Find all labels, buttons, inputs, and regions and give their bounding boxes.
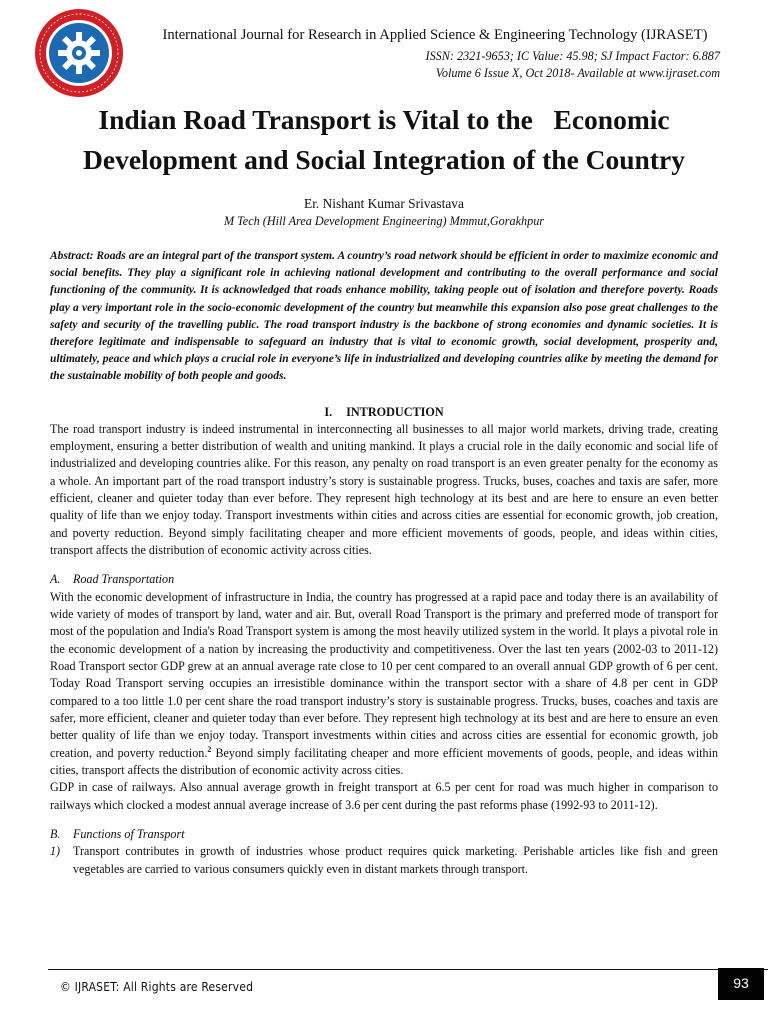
copyright-notice: © IJRASET: All Rights are Reserved [60, 980, 254, 994]
list-item [50, 843, 718, 878]
subsection-heading-a [50, 571, 718, 588]
title-line-1: Indian Road Transport is Vital to the Economic [98, 104, 670, 135]
subsection-letter: A. [50, 572, 61, 587]
section-heading [50, 404, 718, 421]
subsection-heading-b [50, 826, 718, 843]
paragraph-text-continued: Beyond simply facilitating cheaper and more efficient movements of goods, people, and ideas within cities, transport affects the distribution of economic activity across cities. [50, 745, 718, 778]
author-name: Er. Nishant Kumar Srivastava [304, 196, 464, 211]
list-item-text: Transport contributes in growth of industries whose product requires quick marketing. Perishable articles like fish and green vegetables are carried to various consumers quickly even in distant markets through transport. [73, 844, 718, 876]
section-title: INTRODUCTION [346, 404, 444, 419]
volume-line: Volume 6 Issue X, Oct 2018- Available at www.ijraset.com [435, 66, 720, 80]
subsection-title: Functions of Transport [73, 827, 185, 842]
citation-superscript: 2 [207, 744, 212, 754]
list-marker: 1) [50, 844, 61, 859]
paper-body [50, 248, 718, 878]
journal-meta [426, 48, 720, 82]
subsection-letter: B. [50, 827, 61, 842]
page-number: 93 [718, 968, 764, 1000]
subsection-title: Road Transportation [73, 572, 175, 587]
paragraph-text: With the economic development of infrastructure in India, the country has progressed at a rapid pace and today there is an availability of wide variety of modes of transport by land, water and air. But, overall Road Transport is the primary and preferred mode of transport for most of the population and India's Road Transport system is among the most heavily utilized system in the world. It plays a pivotal role in the economic development of a nation by increasing the productivity and competitiveness. Over the last ten years (2002-03 to 2011-12) Road Transport sector GDP grew at an annual average rate close to 10 per cent compared to an overall annual GDP growth of 6 per cent. Today Road Transport serving occupies an irresistible dominance within the transport sector with a share of 4.8 per cent in GDP compared to a too little 1.0 per cent share the road transport industry’s story is sustainable progress. Trucks, buses, coaches and taxis are safer, more efficient, cleaner and quieter today than ever before. They represent high technology at its best and are here to ensure an even better quality of life than we enjoy today. Transport investments within cities and across cities are essential for economic growth, job creation, and poverty reduction. [50, 589, 718, 760]
gdp-paragraph: GDP in case of railways. Also annual average growth in freight transport at 6.5 per cent for road was much higher in comparison to railways which clocked a modest annual average increase of 3.6 per cent during the past reforms phase (1992-93 to 2011-12). [50, 780, 718, 812]
journal-logo-icon [34, 8, 124, 98]
issn-line: ISSN: 2321-9653; IC Value: 45.98; SJ Impact Factor: 6.887 [425, 49, 720, 63]
footer-divider [48, 969, 768, 970]
journal-name: International Journal for Research in Applied Science & Engineering Technology (IJRASET) [162, 27, 708, 43]
abstract: Abstract: Roads are an integral part of the transport system. A country’s road network should be efficient in order to maximize economic and social benefits. They play a significant role in achieving national development and contributing to the overall performance and social functioning of the community. It is acknowledged that roads enhance mobility, taking people out of isolation and therefore poverty. Roads play a very important role in the socio-economic development of the country but meanwhile this expansion also pose great challenges to the safety and security of the travelling public. The road transport industry is the backbone of strong economies and dynamic societies. It is therefore legitimate and indispensable to safeguard an industry that is vital to economic growth, social development, prosperity and, ultimately, peace and which plays a crucial role in everyone’s life in industrialized and developing countries alike by meeting the demand for the sustainable mobility of both people and goods. [50, 250, 718, 383]
paper-title [20, 100, 748, 180]
road-transport-paragraph [50, 589, 718, 780]
section-number: I. [324, 404, 333, 419]
intro-paragraph: The road transport industry is indeed instrumental in interconnecting all businesses to all major world markets, driving trade, creating employment, ensuring a better distribution of wealth and uniting mankind. It plays a crucial role in the daily economic and social life of industrialized and developing countries alike. For this reason, any penalty on road transport is an even greater penalty for the economy as a whole. An important part of the road transport industry’s story is sustainable progress. Trucks, buses, coaches and taxis are safer, more efficient, cleaner and quieter today than ever before. They represent high technology at its best and are here to ensure an even better quality of life than we enjoy today. Transport investments within cities and across cities are essential for economic growth, job creation, and poverty reduction. Beyond simply facilitating cheaper and more efficient movements of goods, people, and ideas within cities, transport affects the distribution of economic activity across cities. [50, 421, 718, 558]
author-affiliation: M Tech (Hill Area Development Engineering) Mmmut,Gorakhpur [223, 214, 545, 228]
title-line-2: Development and Social Integration of the Country [83, 144, 685, 175]
